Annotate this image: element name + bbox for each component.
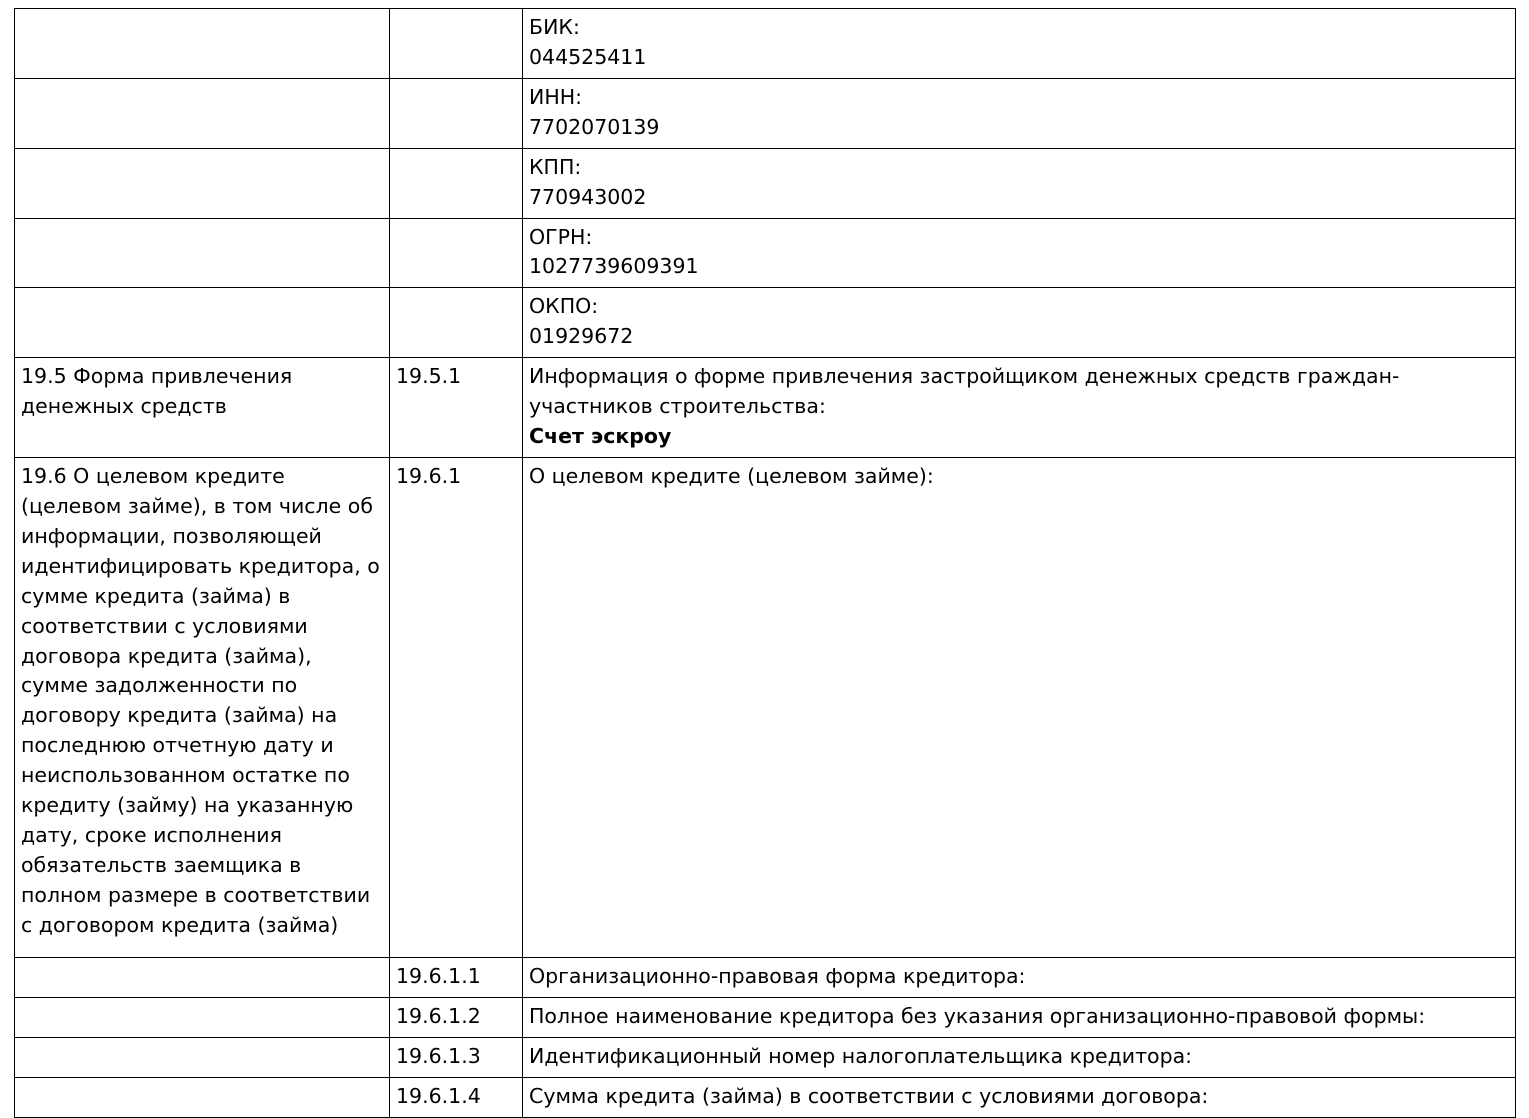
row-code-cell: 19.6.1.4 <box>390 1077 523 1117</box>
table-row <box>15 148 1516 218</box>
table-row <box>15 78 1516 148</box>
row-code-cell: 19.6.1.1 <box>390 957 523 997</box>
disclosure-table <box>14 8 1516 1118</box>
table-row <box>15 9 1516 79</box>
value-line: Полное наименование кредитора без указания организационно-правовой формы: <box>529 1003 1426 1028</box>
value-line: 770943002 <box>529 184 647 209</box>
row-label-cell <box>15 78 390 148</box>
row-code-cell <box>390 288 523 358</box>
row-code-cell <box>390 148 523 218</box>
value-line: Сумма кредита (займа) в соответствии с условиями договора: <box>529 1083 1209 1108</box>
row-value-cell <box>523 1037 1516 1077</box>
table-row <box>15 1077 1516 1117</box>
table-row <box>15 288 1516 358</box>
row-value-cell <box>523 288 1516 358</box>
value-line: Счет эскроу <box>529 424 672 449</box>
row-code-cell: 19.6.1 <box>390 457 523 957</box>
table-row <box>15 218 1516 288</box>
row-value-cell <box>523 78 1516 148</box>
row-label-cell <box>15 1037 390 1077</box>
row-code-cell: 19.6.1.2 <box>390 997 523 1037</box>
row-code-cell <box>390 9 523 79</box>
row-code-cell <box>390 78 523 148</box>
row-label-cell <box>15 997 390 1037</box>
value-line: Идентификационный номер налогоплательщика кредитора: <box>529 1043 1193 1068</box>
row-value-cell <box>523 457 1516 957</box>
table-row <box>15 1037 1516 1077</box>
row-code-cell <box>390 218 523 288</box>
value-line: 044525411 <box>529 44 647 69</box>
value-line: 01929672 <box>529 324 634 349</box>
table-row <box>15 457 1516 957</box>
row-label-cell: 19.5 Форма привлечения денежных средств <box>15 358 390 458</box>
value-line: Информация о форме привлечения застройщиком денежных средств граждан-участников строительства: <box>529 364 1400 419</box>
row-code-cell: 19.6.1.3 <box>390 1037 523 1077</box>
row-value-cell <box>523 9 1516 79</box>
table-row <box>15 957 1516 997</box>
row-label-cell <box>15 9 390 79</box>
row-value-cell <box>523 997 1516 1037</box>
row-label-cell <box>15 288 390 358</box>
row-label-cell <box>15 218 390 288</box>
row-value-cell <box>523 1077 1516 1117</box>
row-value-cell <box>523 358 1516 458</box>
row-value-cell <box>523 957 1516 997</box>
row-label-cell <box>15 148 390 218</box>
row-label-cell: 19.6 О целевом кредите (целевом займе), в том числе об информации, позволяющей идентифицировать кредитора, о сумме кредита (займа) в соответствии с условиями договора кредита (займа), сумме задолженности по договору кредита (займа) на последнюю отчетную дату и неиспользованном остатке по кредиту (займу) на указанную дату, сроке исполнения обязательств заемщика в полном размере в соответствии с договором кредита (займа) <box>15 457 390 957</box>
value-line: 7702070139 <box>529 114 660 139</box>
table-row <box>15 358 1516 458</box>
row-value-cell <box>523 148 1516 218</box>
row-label-cell <box>15 957 390 997</box>
value-line: 1027739609391 <box>529 254 699 279</box>
value-line: ИНН: <box>529 84 583 109</box>
value-line: КПП: <box>529 154 582 179</box>
value-line: ОКПО: <box>529 294 599 319</box>
row-code-cell: 19.5.1 <box>390 358 523 458</box>
value-line: О целевом кредите (целевом займе): <box>529 463 934 488</box>
value-line: БИК: <box>529 15 580 39</box>
value-line: ОГРН: <box>529 224 593 249</box>
row-value-cell <box>523 218 1516 288</box>
row-label-cell <box>15 1077 390 1117</box>
table-row <box>15 997 1516 1037</box>
value-line: Организационно-правовая форма кредитора: <box>529 963 1026 988</box>
